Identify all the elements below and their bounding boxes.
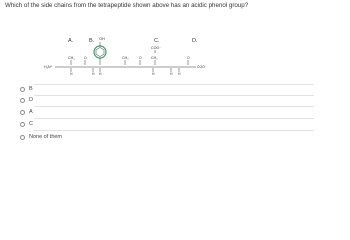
c-terminus: COO⁻	[197, 65, 207, 69]
divider	[34, 106, 314, 107]
backbone-h-6: H	[178, 72, 181, 76]
radio-button-b[interactable]	[20, 87, 25, 92]
phenol-oh-label: OH	[99, 37, 105, 41]
option-label-none: None of them	[29, 134, 63, 140]
radio-button-none[interactable]	[20, 135, 25, 140]
backbone-h-4: H	[152, 72, 155, 76]
side-chain-carboxylate: COO⁻	[151, 46, 162, 50]
option-d[interactable]	[20, 96, 33, 104]
benzene-ring	[94, 42, 106, 61]
carbonyl-oxygen-1: O	[84, 56, 87, 60]
residue-label-b: B.	[89, 38, 95, 44]
carbonyl-oxygen-3: O	[187, 56, 190, 60]
radio-button-d[interactable]	[20, 98, 25, 103]
question-text: Which of the side chains from the tetrapeptide shown above has an acidic phenol group?	[5, 2, 249, 9]
divider	[34, 95, 314, 96]
side-chain-ch2-b: CH₂	[122, 56, 129, 60]
radio-button-a[interactable]	[20, 110, 25, 115]
divider	[34, 130, 314, 131]
carbonyl-oxygen-2: O	[139, 56, 142, 60]
option-c[interactable]	[20, 120, 33, 128]
side-chain-ch2-a: CH₂	[68, 56, 75, 60]
residue-label-a: A.	[68, 38, 74, 44]
backbone-h-3: H	[99, 72, 102, 76]
option-a[interactable]	[20, 108, 33, 116]
option-b[interactable]	[20, 85, 33, 93]
divider	[34, 84, 314, 85]
option-label-a: A	[29, 109, 33, 115]
tetrapeptide-structure	[0, 18, 350, 84]
side-chain-ch2-c: CH₂	[151, 56, 158, 60]
backbone-h-1: H	[70, 72, 73, 76]
residue-label-c: C.	[154, 38, 160, 44]
residue-label-d: D.	[192, 38, 198, 44]
radio-button-c[interactable]	[20, 122, 25, 127]
option-none[interactable]	[20, 133, 62, 141]
backbone-h-2: H	[92, 72, 95, 76]
option-label-d: D	[29, 97, 33, 103]
backbone-h-5: H	[170, 72, 173, 76]
amine-terminus: H₃N⁺	[44, 65, 53, 69]
option-label-c: C	[29, 121, 33, 127]
divider	[34, 118, 314, 119]
option-label-b: B	[29, 86, 33, 92]
